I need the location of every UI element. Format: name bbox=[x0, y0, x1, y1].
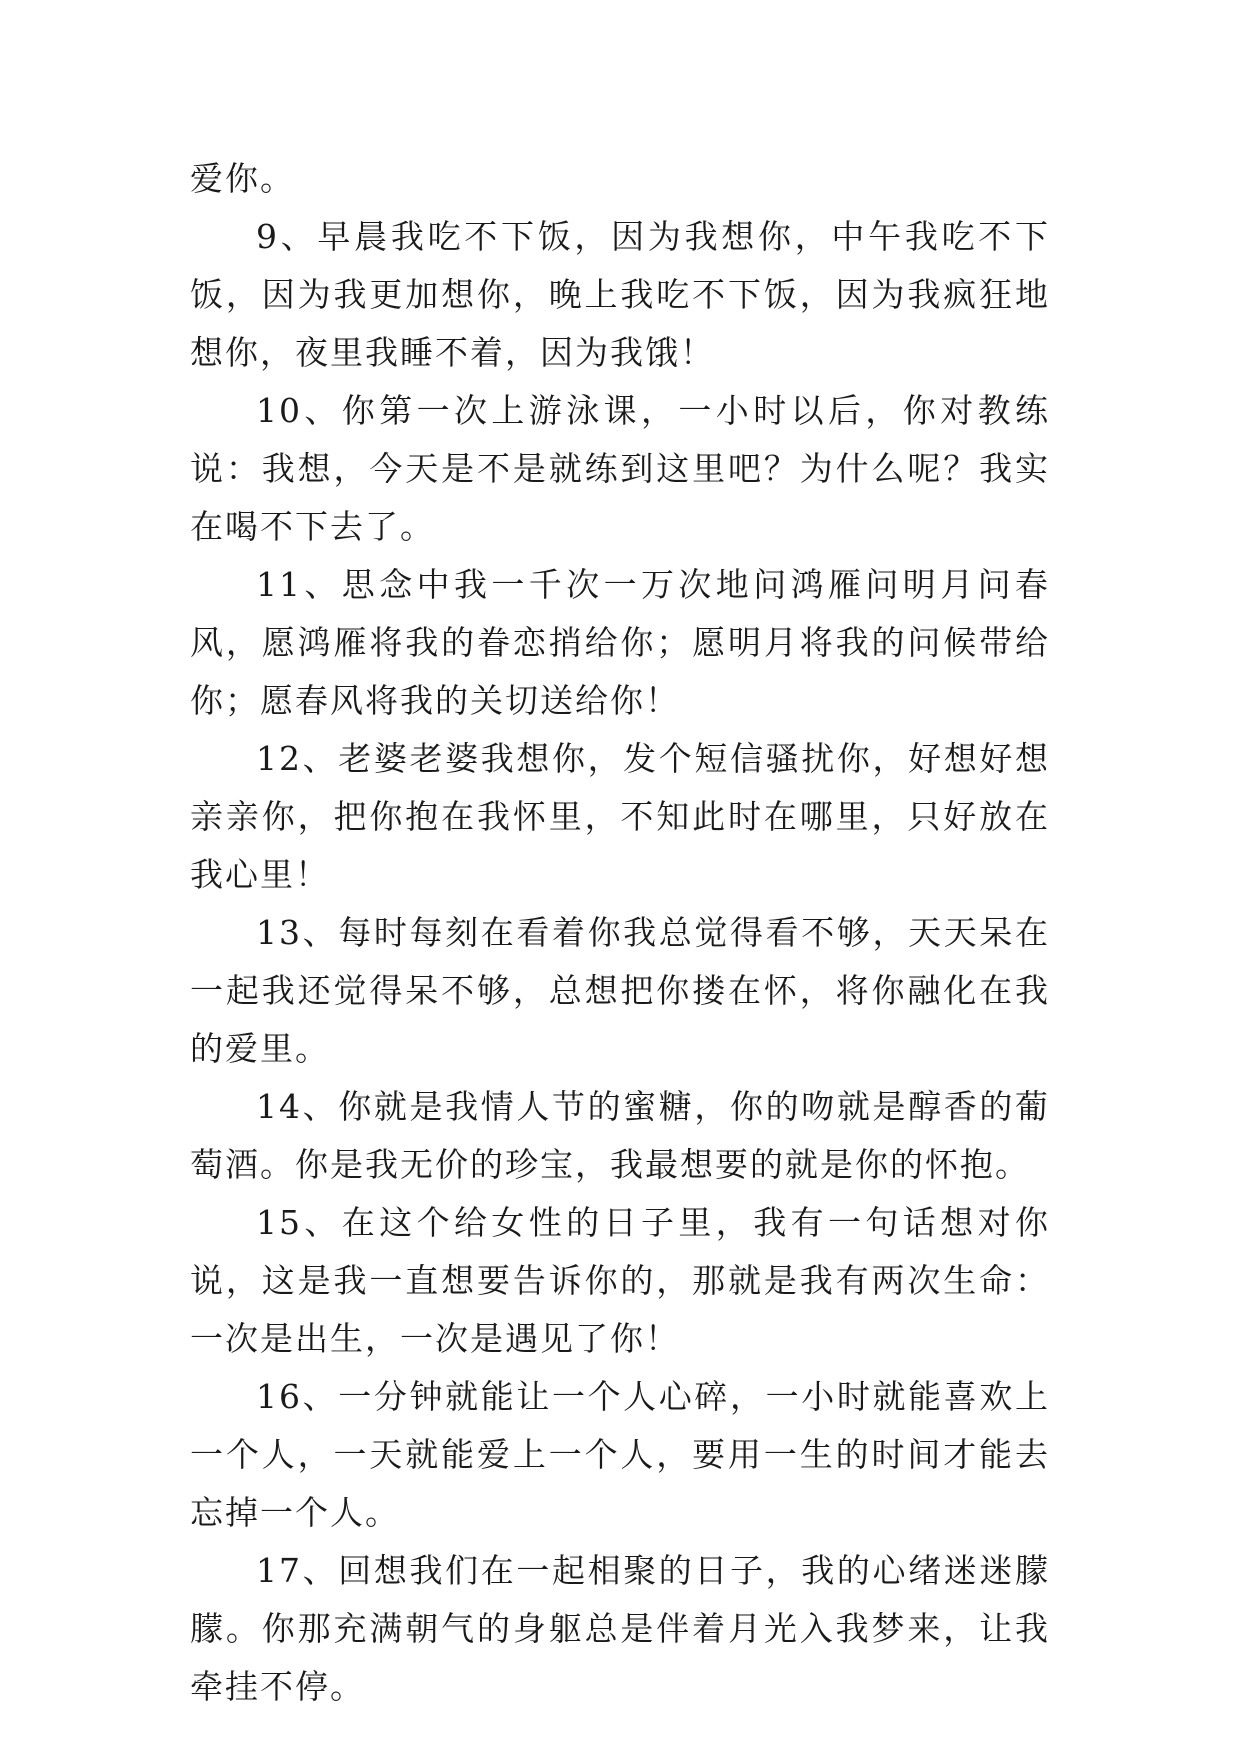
paragraph-item-16: 16、一分钟就能让一个人心碎，一小时就能喜欢上一个人，一天就能爱上一个人，要用一生的时间才能去忘掉一个人。 bbox=[190, 1377, 1050, 1532]
paragraph-item-15: 15、在这个给女性的日子里，我有一句话想对你说，这是我一直想要告诉你的，那就是我有两次生命：一次是出生，一次是遇见了你！ bbox=[190, 1203, 1050, 1358]
paragraph-item-17: 17、回想我们在一起相聚的日子，我的心绪迷迷朦朦。你那充满朝气的身躯总是伴着月光入我梦来，让我牵挂不停。 bbox=[190, 1551, 1050, 1706]
paragraph-item-12: 12、老婆老婆我想你，发个短信骚扰你，好想好想亲亲你，把你抱在我怀里，不知此时在哪里，只好放在我心里！ bbox=[190, 739, 1050, 894]
document-body bbox=[190, 150, 1050, 1716]
paragraph-item-11: 11、思念中我一千次一万次地问鸿雁问明月问春风，愿鸿雁将我的眷恋捎给你；愿明月将我的问候带给你；愿春风将我的关切送给你！ bbox=[190, 565, 1050, 720]
paragraph: 爱你。 bbox=[190, 159, 295, 198]
paragraph-item-13: 13、每时每刻在看着你我总觉得看不够，天天呆在一起我还觉得呆不够，总想把你搂在怀，将你融化在我的爱里。 bbox=[190, 913, 1050, 1068]
paragraph-item-10: 10、你第一次上游泳课，一小时以后，你对教练说：我想，今天是不是就练到这里吧？为什么呢？我实在喝不下去了。 bbox=[190, 391, 1050, 546]
paragraph-item-14: 14、你就是我情人节的蜜糖，你的吻就是醇香的葡萄酒。你是我无价的珍宝，我最想要的就是你的怀抱。 bbox=[190, 1087, 1050, 1184]
paragraph-item-9: 9、早晨我吃不下饭，因为我想你，中午我吃不下饭，因为我更加想你，晚上我吃不下饭，因为我疯狂地想你，夜里我睡不着，因为我饿！ bbox=[190, 217, 1050, 372]
